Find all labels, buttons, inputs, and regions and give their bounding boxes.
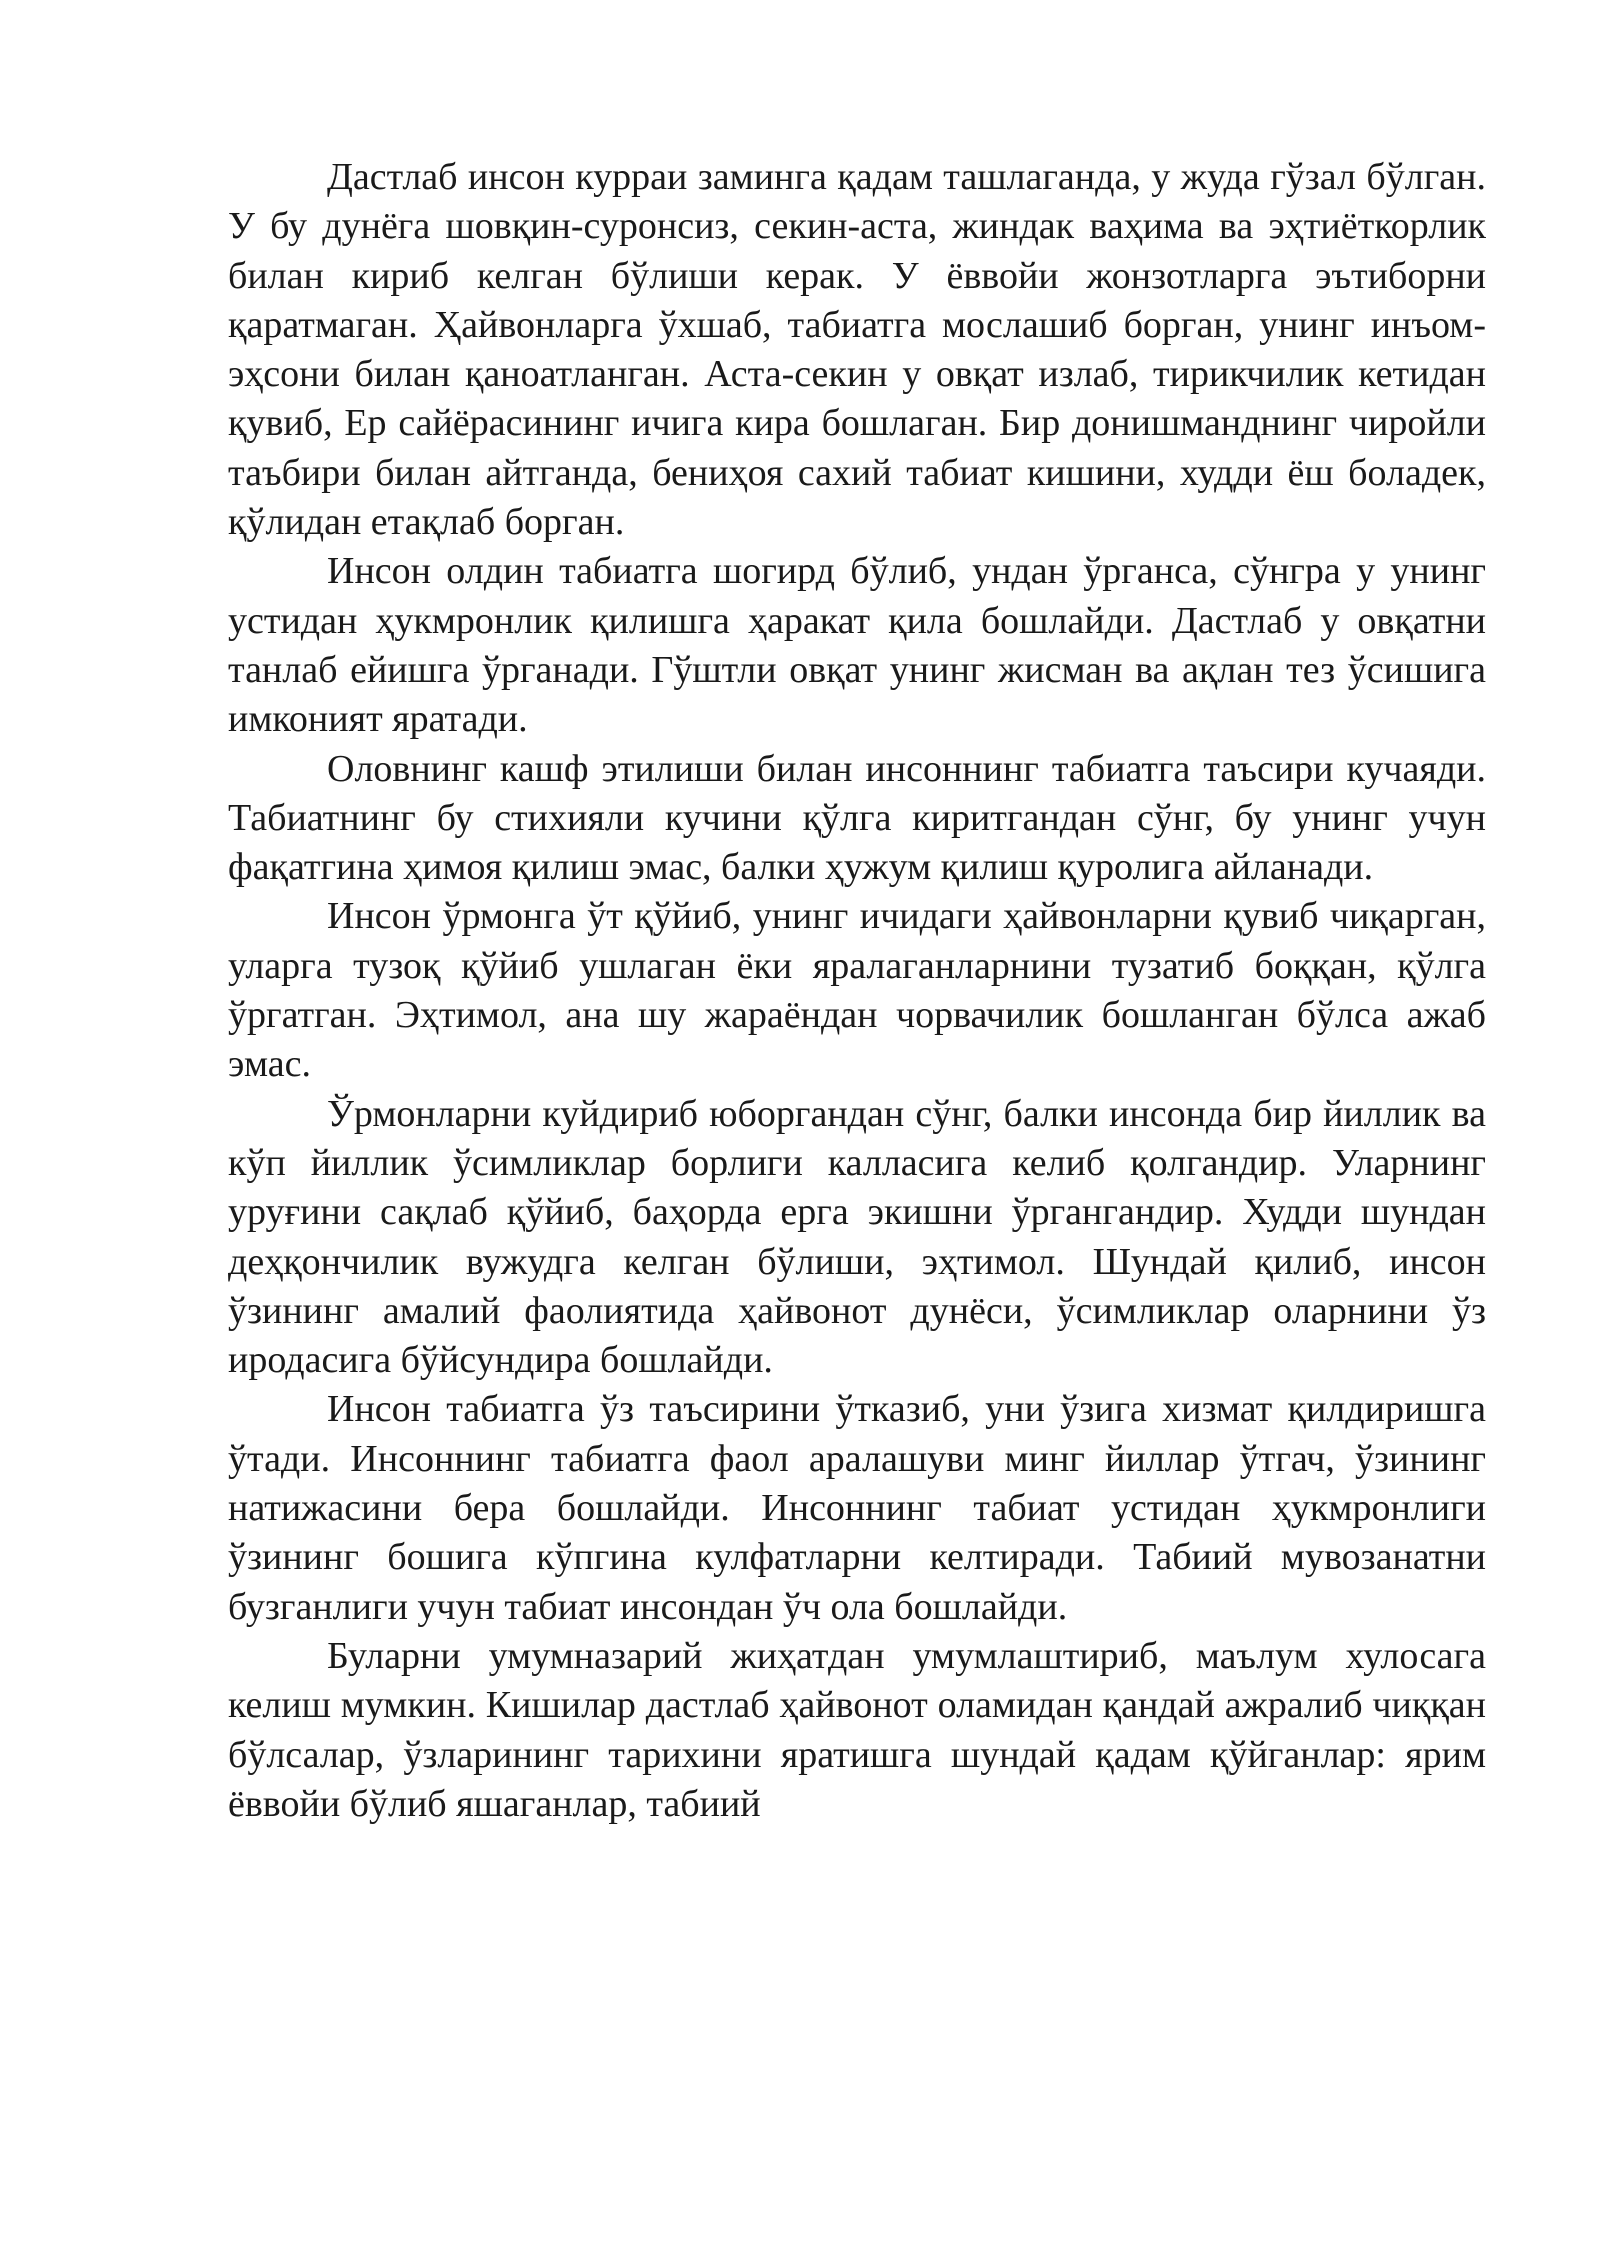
paragraph-7: Буларни умумназарий жиҳатдан умумлаштириб, маълум хулосага келиш мумкин. Кишилар дастлаб ҳайвонот оламидан қандай ажралиб чиққан бўлсалар, ўзларининг тарихини яратишга шундай қадам қўйганлар: ярим ёввойи бўлиб яшаганлар, табиий <box>228 1634 1486 1825</box>
paragraph-3: Оловнинг кашф этилиши билан инсоннинг табиатга таъсири кучаяди. Табиатнинг бу стихияли кучини қўлга киритгандан сўнг, бу унинг учун фақатгина ҳимоя қилиш эмас, балки ҳужум қилиш қуролига айланади. <box>228 747 1486 889</box>
paragraph-6: Инсон табиатга ўз таъсирини ўтказиб, уни ўзига хизмат қилдиришга ўтади. Инсоннинг табиатга фаол аралашуви минг йиллар ўтгач, ўзининг натижасини бера бошлайди. Инсоннинг табиат устидан ҳукмронлиги ўзининг бошига кўпгина кулфатларни келтиради. Табиий мувозанатни бузганлиги учун табиат инсондан ўч ола бошлайди. <box>228 1388 1486 1628</box>
paragraph-1: Дастлаб инсон курраи заминга қадам ташлаганда, у жуда гўзал бўлган. У бу дунёга шовқин-суронсиз, секин-аста, жиндак ваҳима ва эҳтиёткорлик билан кириб келган бўлиши керак. У ёввойи жонзотларга эътиборни қаратмаган. Ҳайвонларга ўхшаб, табиатга мослашиб борган, унинг инъом-эҳсони билан қаноатланган. Аста-секин у овқат излаб, тирикчилик кетидан қувиб, Ер сайёрасининг ичига кира бошлаган. Бир донишманднинг чиройли таъбири билан айтганда, бениҳоя сахий табиат кишини, худди ёш боладек, қўлидан етақлаб борган. <box>228 156 1486 544</box>
paragraph-2: Инсон олдин табиатга шогирд бўлиб, ундан ўрганса, сўнгра у унинг устидан ҳукмронлик қилишга ҳаракат қила бошлайди. Дастлаб у овқатни танлаб ейишга ўрганади. Гўштли овқат унинг жисман ва ақлан тез ўсишига имконият яратади. <box>228 550 1486 741</box>
body-text <box>228 153 1486 1829</box>
paragraph-5: Ўрмонларни куйдириб юборгандан сўнг, балки инсонда бир йиллик ва кўп йиллик ўсимликлар борлиги калласига келиб қолгандир. Уларнинг уруғини сақлаб қўйиб, баҳорда ерга экишни ўргангандир. Худди шундан деҳқончилик вужудга келган бўлиши, эҳтимол. Шундай қилиб, инсон ўзининг амалий фаолиятида ҳайвонот дунёси, ўсимликлар оларнини ўз иродасига бўйсундира бошлайди. <box>228 1092 1486 1382</box>
paragraph-4: Инсон ўрмонга ўт қўйиб, унинг ичидаги ҳайвонларни қувиб чиқарган, уларга тузоқ қўйиб ушлаган ёки яралаганларнини тузатиб боққан, қўлга ўргатган. Эҳтимол, ана шу жараёндан чорвачилик бошланган бўлса ажаб эмас. <box>228 895 1486 1086</box>
